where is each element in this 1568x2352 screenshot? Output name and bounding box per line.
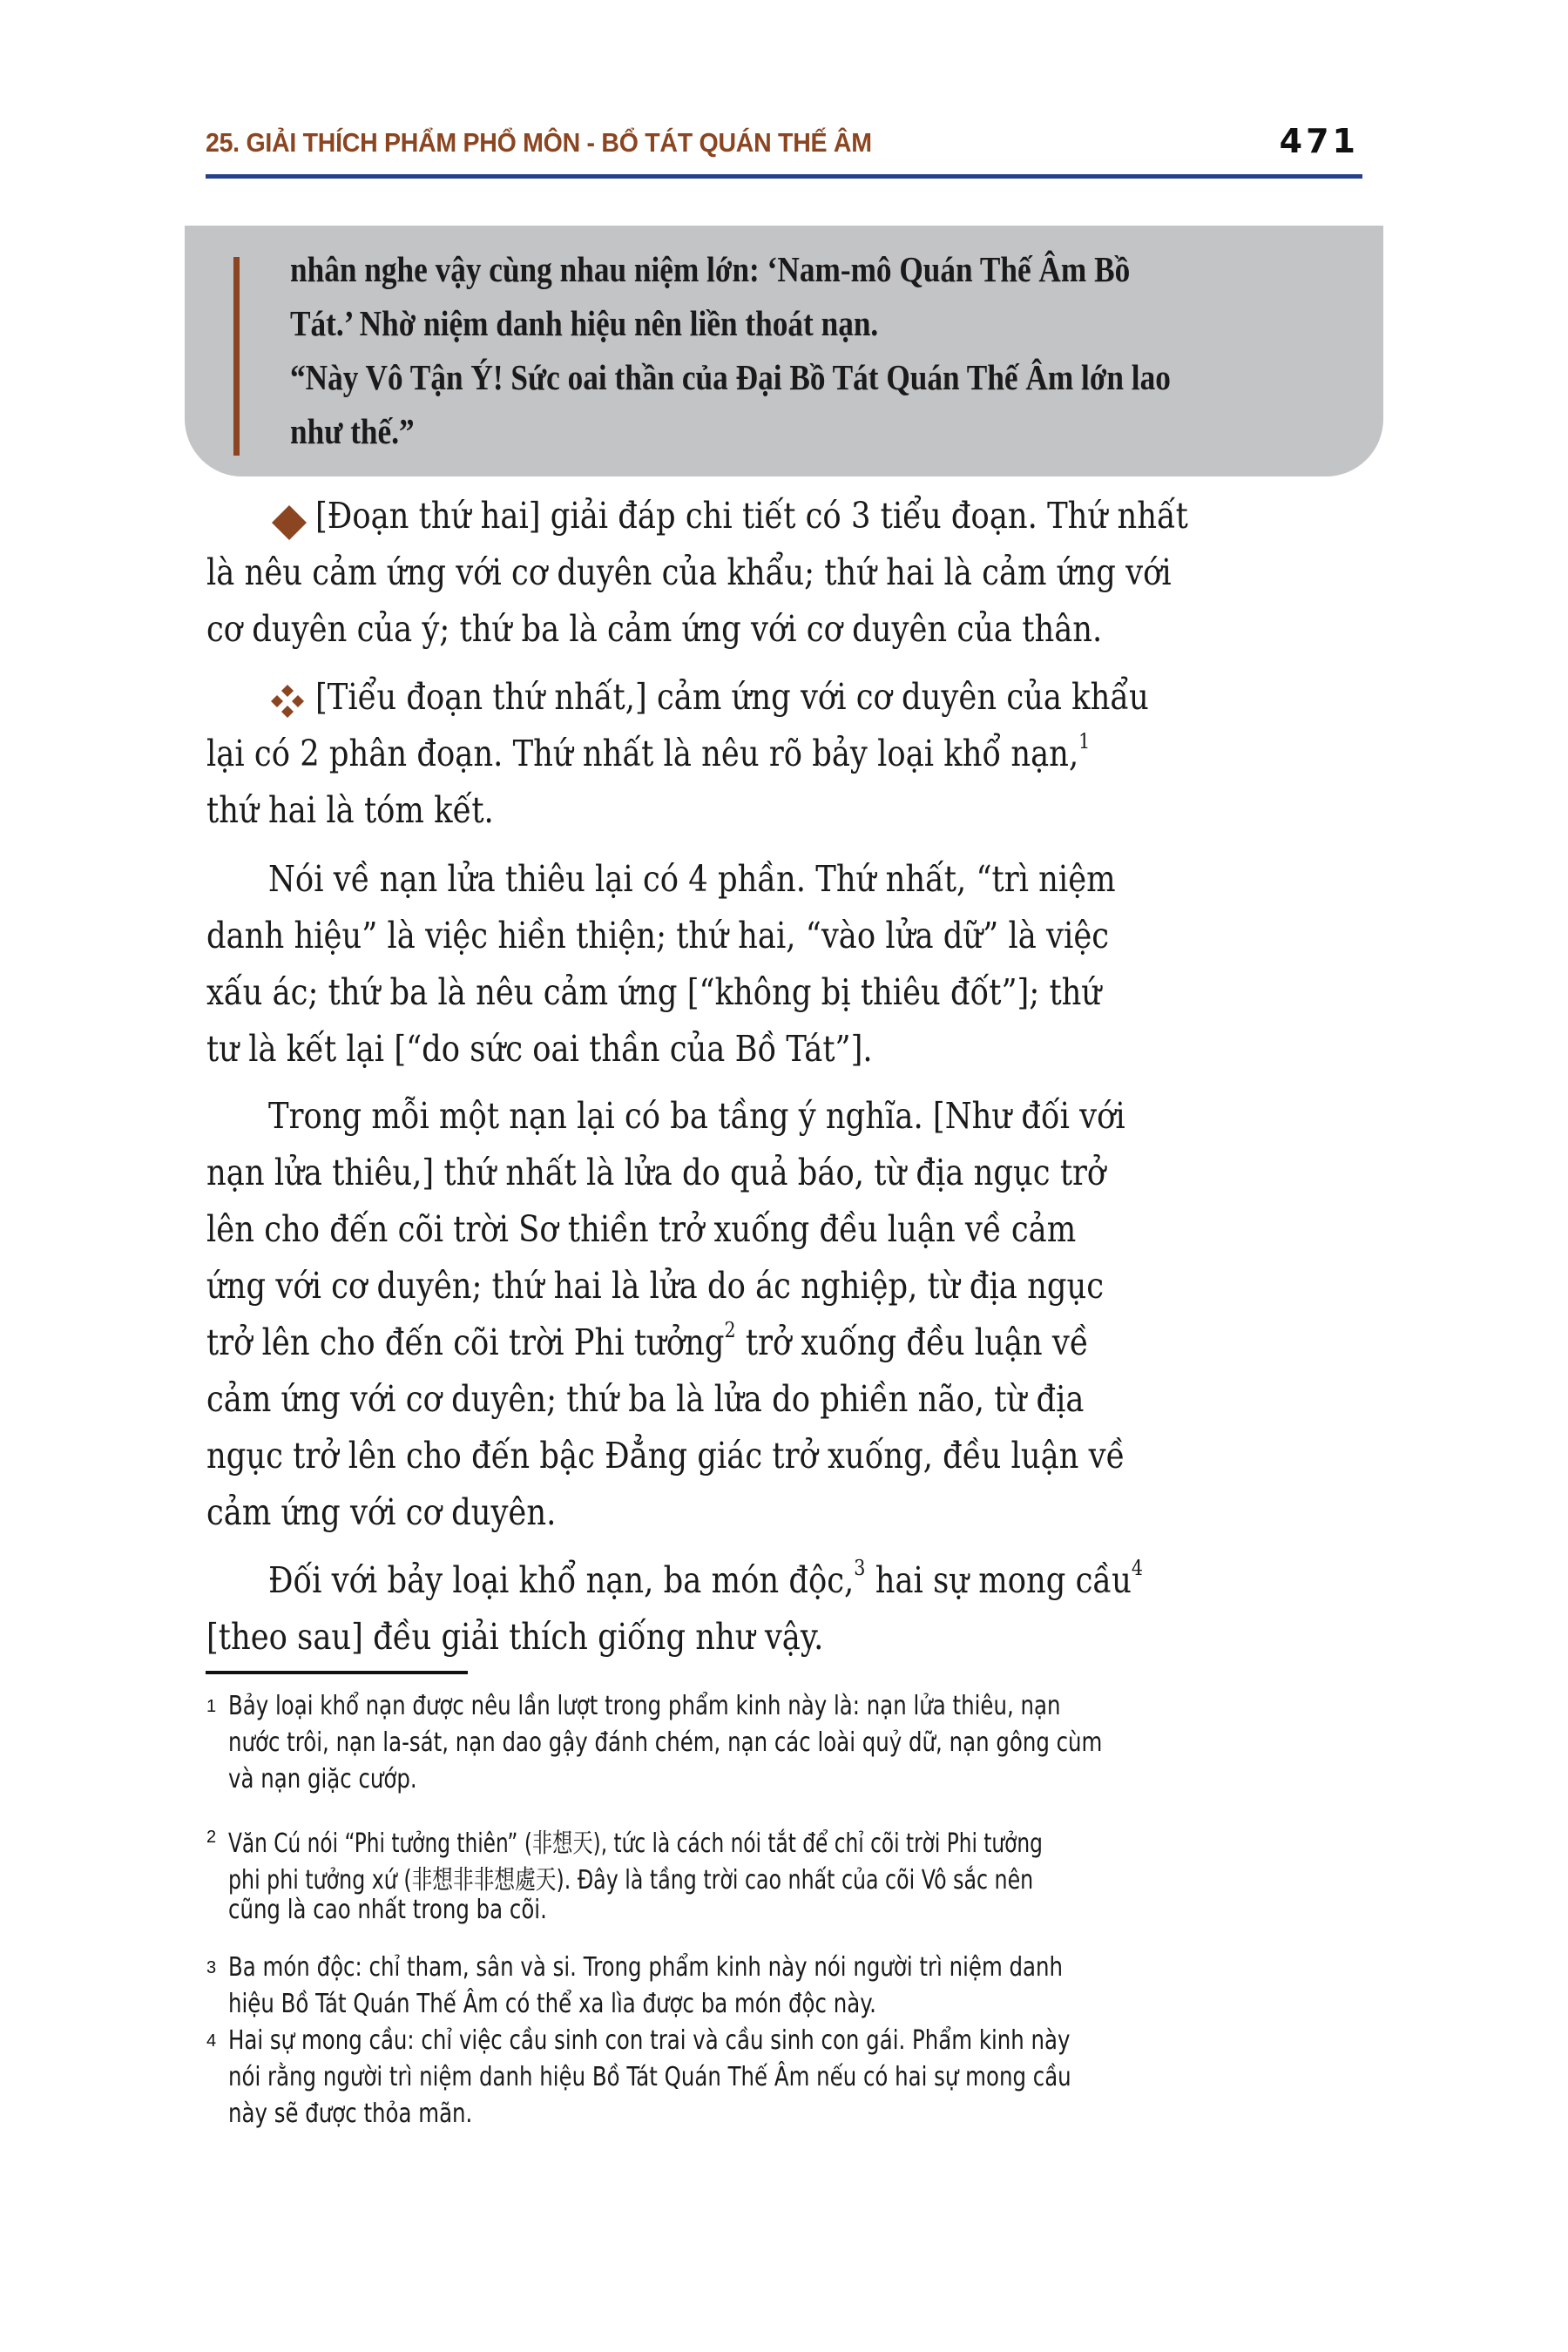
body-text: trở xuống đều luận về [735,1321,1089,1363]
body-line [206,1318,1089,1363]
body-line: Trong mỗi một nạn lại có ba tầng ý nghĩa. [Như đối với [268,1095,1125,1137]
body-line: lên cho đến cõi trời Sơ thiền trở xuống đều luận về cảm [206,1208,1077,1250]
quote-bar [233,257,240,456]
footnote-number: 3 [206,1958,217,1977]
body-line: nạn lửa thiêu,] thứ nhất là lửa do quả báo, từ địa ngục trở [206,1152,1106,1193]
footnote-ref[interactable]: 3 [854,1556,866,1580]
running-title: 25. GIẢI THÍCH PHẨM PHỔ MÔN - BỔ TÁT QUÁN THẾ ÂM [206,127,872,158]
body-line: ứng với cơ duyên; thứ hai là lửa do ác nghiệp, từ địa ngục [206,1265,1105,1307]
four-diamond-icon [270,684,305,719]
body-line [206,729,1091,774]
body-line: Nói về nạn lửa thiêu lại có 4 phần. Thứ nhất, “trì niệm [268,858,1116,900]
body-line: cơ duyên của ý; thứ ba là cảm ứng với cơ duyên của thân. [206,608,1103,650]
footnote-number: 1 [206,1697,217,1716]
quote-line: như thế.” [290,411,415,451]
body-line: cảm ứng với cơ duyên. [206,1491,557,1533]
body-line: ngục trở lên cho đến bậc Đẳng giác trở xuống, đều luận về [206,1435,1125,1477]
body-text: trở lên cho đến cõi trời Phi tưởng [206,1321,725,1363]
body-line: tư là kết lại [“do sức oai thần của Bồ Tát”]. [206,1028,873,1070]
footnote-ref[interactable]: 1 [1078,729,1091,754]
footnote-ref[interactable]: 2 [724,1318,736,1342]
body-line: xấu ác; thứ ba là nêu cảm ứng [“không bị thiêu đốt”]; thứ [206,971,1102,1013]
body-line [268,1556,1144,1601]
quote-line: nhân nghe vậy cùng nhau niệm lớn: ‘Nam-mô Quán Thế Âm Bồ [290,249,1131,289]
footnote-line: Văn Cú nói “Phi tưởng thiên” (非想天), tức là cách nói tắt để chỉ cõi trời Phi tưởng [228,1828,1043,1859]
body-text: Đối với bảy loại khổ nạn, ba món độc, [268,1559,855,1601]
page-number: 471 [1279,122,1359,160]
header-rule [206,174,1362,179]
footnote-line: phi phi tưởng xứ (非想非非想處天). Đây là tầng trời cao nhất của cõi Vô sắc nên [228,1865,1034,1896]
quote-line: Tát.’ Nhờ niệm danh hiệu nên liền thoát nạn. [290,303,879,343]
footnote-line: và nạn giặc cướp. [228,1764,417,1794]
body-line: là nêu cảm ứng với cơ duyên của khẩu; thứ hai là cảm ứng với [206,551,1172,593]
body-line: cảm ứng với cơ duyên; thứ ba là lửa do phiền não, từ địa [206,1378,1085,1420]
body-line: [Đoạn thứ hai] giải đáp chi tiết có 3 tiểu đoạn. Thứ nhất [315,495,1188,537]
body-text: hai sự mong cầu [865,1559,1132,1601]
footnote-separator [206,1671,468,1674]
body-line: [Tiểu đoạn thứ nhất,] cảm ứng với cơ duyên của khẩu [315,676,1149,718]
footnote-number: 4 [206,2031,217,2051]
footnote-line: nói rằng người trì niệm danh hiệu Bồ Tát Quán Thế Âm nếu có hai sự mong cầu [228,2062,1071,2092]
footnote-ref[interactable]: 4 [1131,1556,1144,1580]
body-line: danh hiệu” là việc hiền thiện; thứ hai, “vào lửa dữ” là việc [206,915,1110,956]
body-text: lại có 2 phân đoạn. Thứ nhất là nêu rõ bảy loại khổ nạn, [206,733,1079,774]
diamond-icon [272,505,307,540]
body-line: thứ hai là tóm kết. [206,789,494,831]
footnote-line: hiệu Bồ Tát Quán Thế Âm có thể xa lìa được ba món độc này. [228,1989,876,2019]
body-line: [theo sau] đều giải thích giống như vậy. [206,1616,824,1658]
footnote-line: này sẽ được thỏa mãn. [228,2099,473,2129]
footnote-number: 2 [206,1828,217,1847]
footnote-line: nước trôi, nạn la-sát, nạn dao gậy đánh chém, nạn các loài quỷ dữ, nạn gông cùm [228,1727,1103,1758]
quote-line: “Này Vô Tận Ý! Sức oai thần của Đại Bồ Tát Quán Thế Âm lớn lao [290,357,1171,397]
footnote-line: Hai sự mong cầu: chỉ việc cầu sinh con trai và cầu sinh con gái. Phẩm kinh này [228,2025,1071,2056]
footnote-line: Ba món độc: chỉ tham, sân và si. Trong phẩm kinh này nói người trì niệm danh [228,1952,1064,1983]
footnote-line: Bảy loại khổ nạn được nêu lần lượt trong phẩm kinh này là: nạn lửa thiêu, nạn [228,1691,1061,1721]
footnote-line: cũng là cao nhất trong ba cõi. [228,1895,547,1925]
